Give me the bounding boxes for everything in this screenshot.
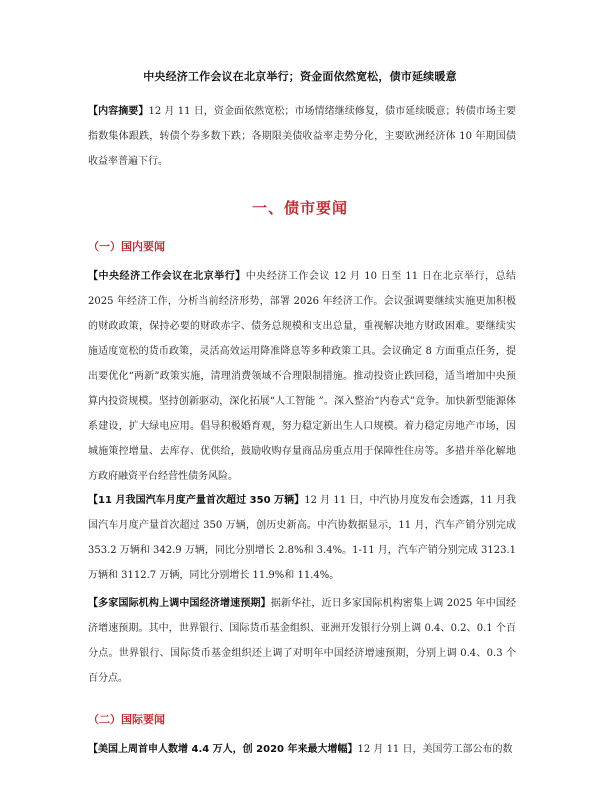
- international-heading: （二）国际要闻: [88, 713, 165, 726]
- summary-tag: 【内容摘要】: [88, 106, 149, 117]
- news-item-tag: 【11 月我国汽车月度产量首次超过 350 万辆】: [88, 495, 305, 506]
- news-item-tag: 【多家国际机构上调中国经济增速预期】: [88, 598, 271, 609]
- news-item-auto-production: [88, 488, 516, 588]
- news-item-text: 中央经济工作会议 12 月 10 日至 11 日在北京举行，总结 2025 年经济工作，分析当前经济形势，部署 2026 年经济工作。会议强调要继续实施更加积极的财政政策，保持必要的财政赤字、债务总规模和支出总量，重视解决地方财政困难。要继续实施适度宽松的货币政策，灵活高效运用降准降息等多种政策工具。会议确定 8 方面重点任务，提出要优化“两新”政策实施，清理消费领域不合理限制措施。推动投资止跌回稳，适当增加中央预算内投资规模。坚持创新驱动，深化拓展“人工智能 ”。深入整治“内卷式”竞争。加快新型能源体系建设，扩大绿电应用。倡导积极婚育观，努力稳定新出生人口规模。着力稳定房地产市场，因城施策控增量、去库存、优供给，鼓励收购存量商品房重点用于保障性住房等。多措并举化解地方政府融资平台经营性债务风险。: [88, 271, 516, 482]
- news-item-growth-forecast: [88, 591, 516, 691]
- document-title: 中央经济工作会议在北京举行；资金面依然宽松，债市延续暖意: [143, 70, 457, 83]
- news-item-text: 据新华社，近日多家国际机构密集上调 2025 年中国经济增速预期。其中，世界银行、国际货币基金组织、亚洲开发银行分别上调 0.4、0.2、0.1 个百分点。世界银行、国际货币基金组织还上调了对明年中国经济增速预期，分别上调 0.4、0.3 个百分点。: [88, 598, 517, 684]
- domestic-heading: （一）国内要闻: [88, 240, 165, 253]
- news-item-text: 12 月 11 日，美国劳工部公布的数: [357, 744, 513, 755]
- section-heading: 一、债市要闻: [251, 199, 348, 217]
- news-item-text: 12 月 11 日，中汽协月度发布会透露，11 月我国汽车月度产量首次超过 350 万辆，创历史新高。中汽协数据显示，11 月，汽车产销分别完成 353.2 万辆和 342.9 万辆，同比分别增长 2.8%和 3.4%。1-11 月，汽车产销分别完成 3123.1 万辆和 3112.7 万辆，同比分别增长 11.9%和 11.4%。: [88, 495, 517, 581]
- news-item-us-jobless-claims: [88, 737, 516, 762]
- news-item-tag: 【美国上周首申人数增 4.4 万人，创 2020 年来最大增幅】: [88, 744, 358, 755]
- summary-paragraph: [88, 99, 516, 174]
- summary-text: 12 月 11 日，资金面依然宽松；市场情绪继续修复，债市延续暖意；转债市场主要指数集体跟跌，转债个券多数下跌；各期限美债收益率走势分化，主要欧洲经济体 10 年期国债收益率普遍下行。: [88, 106, 516, 167]
- news-item-central-economic-conference: [88, 264, 516, 489]
- news-item-tag: 【中央经济工作会议在北京举行】: [88, 271, 246, 282]
